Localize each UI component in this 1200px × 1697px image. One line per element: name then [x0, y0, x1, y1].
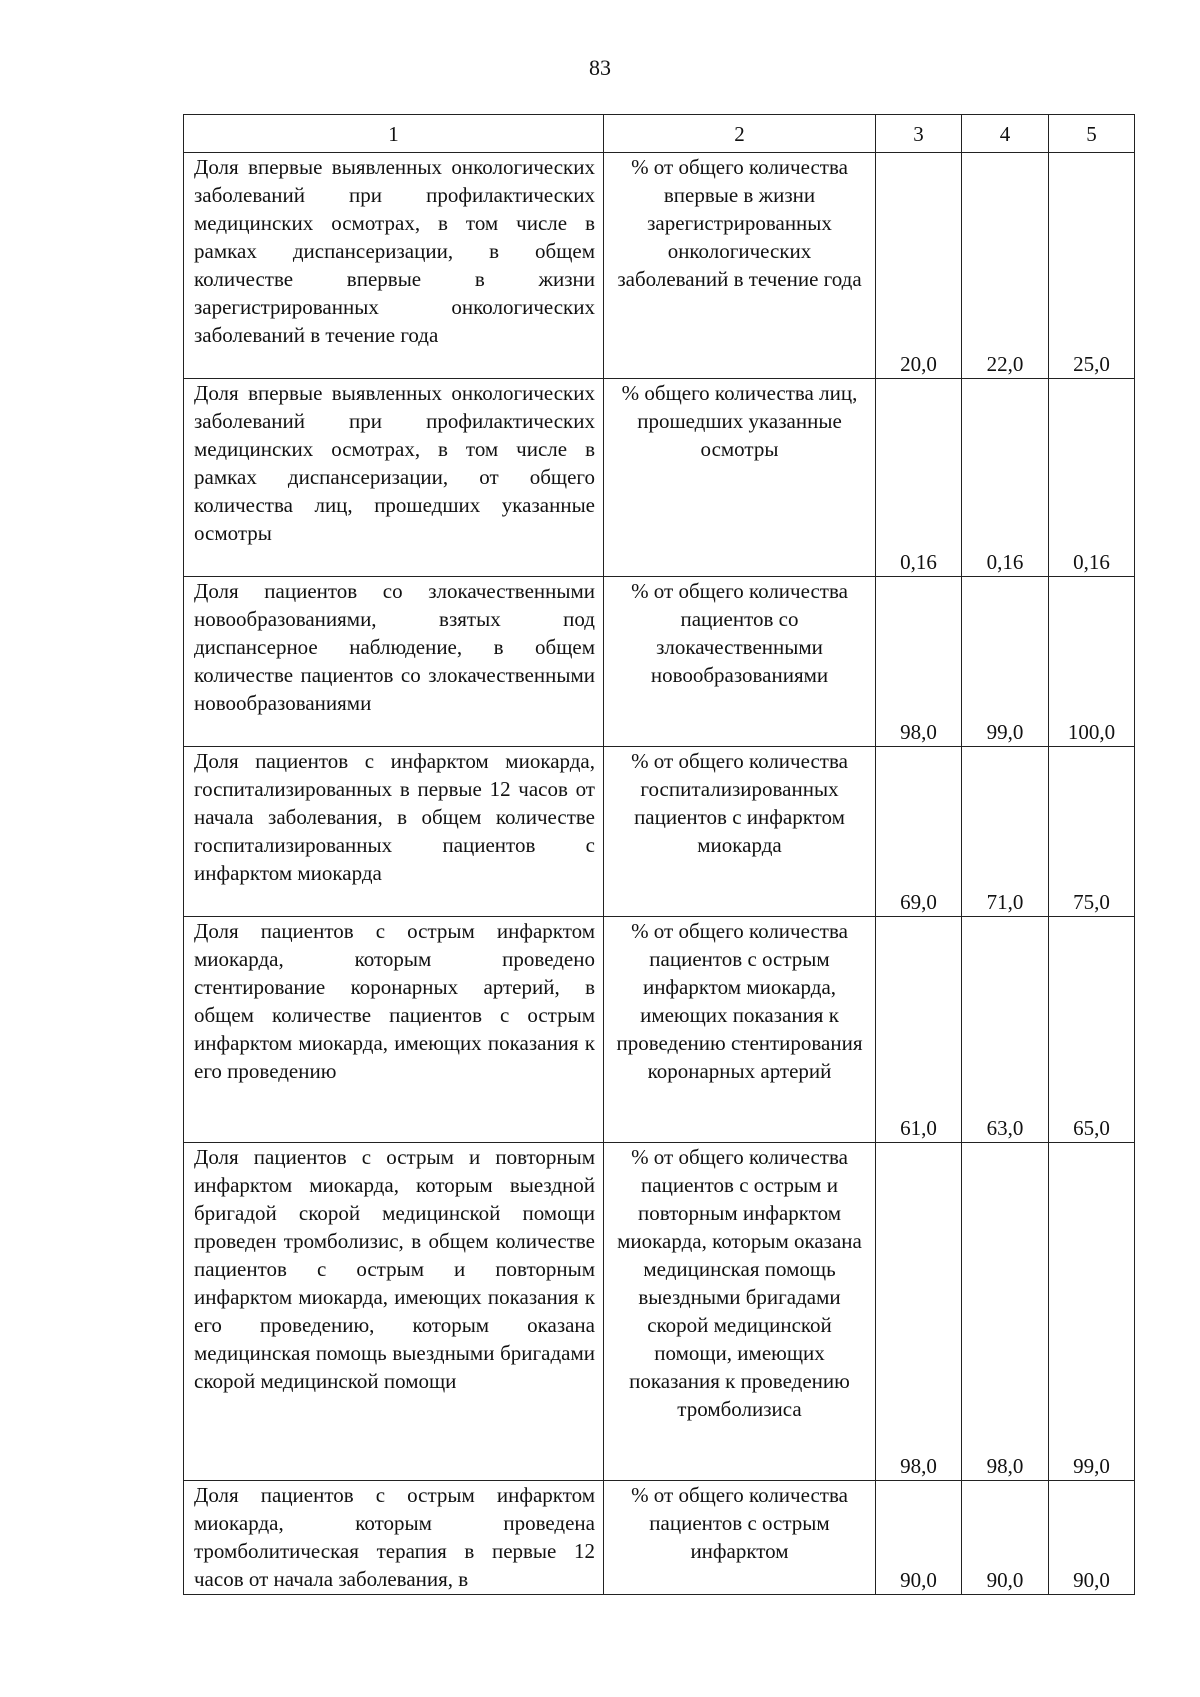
indicator-description: Доля впервые выявленных онкологических заболеваний при профилактических медицинских осмотрах, в том числе в рамках диспансеризации, в общем количестве впервые в жизни зарегистрированных онкологических заболеваний в течение года: [184, 153, 604, 379]
value-cell: 63,0: [962, 917, 1049, 1143]
value-cell: 69,0: [876, 747, 962, 917]
value-cell: 98,0: [876, 1143, 962, 1481]
value-cell: 0,16: [962, 379, 1049, 577]
value-cell: 0,16: [1049, 379, 1135, 577]
value-cell: 0,16: [876, 379, 962, 577]
value-cell: 65,0: [1049, 917, 1135, 1143]
indicator-description: Доля пациентов с острым и повторным инфарктом миокарда, которым выездной бригадой скорой медицинской помощи проведен тромболизис, в общем количестве пациентов с острым и повторным инфарктом миокарда, имеющих показания к его проведению, которым оказана медицинская помощь выездными бригадами скорой медицинской помощи: [184, 1143, 604, 1481]
value-cell: 90,0: [1049, 1481, 1135, 1595]
value-cell: 90,0: [962, 1481, 1049, 1595]
value-cell: 100,0: [1049, 577, 1135, 747]
value-cell: 90,0: [876, 1481, 962, 1595]
indicators-table: [183, 114, 1135, 1595]
header-cell-2: 2: [604, 115, 876, 153]
indicator-unit: % от общего количества пациентов с острым и повторным инфарктом миокарда, которым оказана медицинская помощь выездными бригадами скорой медицинской помощи, имеющих показания к проведению тромболизиса: [604, 1143, 876, 1481]
indicator-unit: % общего количества лиц, прошедших указанные осмотры: [604, 379, 876, 577]
value-cell: 25,0: [1049, 153, 1135, 379]
indicator-unit: % от общего количества пациентов со злокачественными новообразованиями: [604, 577, 876, 747]
indicator-unit: % от общего количества госпитализированных пациентов с инфарктом миокарда: [604, 747, 876, 917]
indicator-unit: % от общего количества впервые в жизни зарегистрированных онкологических заболеваний в течение года: [604, 153, 876, 379]
table-row: [184, 577, 1135, 747]
table-row: [184, 379, 1135, 577]
value-cell: 71,0: [962, 747, 1049, 917]
value-cell: 98,0: [876, 577, 962, 747]
indicator-description: Доля пациентов с инфарктом миокарда, госпитализированных в первые 12 часов от начала заболевания, в общем количестве госпитализированных пациентов с инфарктом миокарда: [184, 747, 604, 917]
indicator-unit: % от общего количества пациентов с острым инфарктом миокарда, имеющих показания к проведению стентирования коронарных артерий: [604, 917, 876, 1143]
indicator-description: Доля пациентов с острым инфарктом миокарда, которым проведено стентирование коронарных артерий, в общем количестве пациентов с острым инфарктом миокарда, имеющих показания к его проведению: [184, 917, 604, 1143]
header-cell-3: 3: [876, 115, 962, 153]
table-row: [184, 1481, 1135, 1595]
value-cell: 61,0: [876, 917, 962, 1143]
value-cell: 98,0: [962, 1143, 1049, 1481]
header-cell-1: 1: [184, 115, 604, 153]
indicator-unit: % от общего количества пациентов с острым инфарктом: [604, 1481, 876, 1595]
table-row: [184, 747, 1135, 917]
header-cell-4: 4: [962, 115, 1049, 153]
value-cell: 75,0: [1049, 747, 1135, 917]
header-row: [184, 115, 1135, 153]
indicator-description: Доля пациентов со злокачественными новообразованиями, взятых под диспансерное наблюдение, в общем количестве пациентов со злокачественными новообразованиями: [184, 577, 604, 747]
page-number: 83: [589, 55, 611, 80]
value-cell: 20,0: [876, 153, 962, 379]
value-cell: 99,0: [1049, 1143, 1135, 1481]
indicator-description: Доля пациентов с острым инфарктом миокарда, которым проведена тромболитическая терапия в первые 12 часов от начала заболевания, в: [184, 1481, 604, 1595]
indicator-description: Доля впервые выявленных онкологических заболеваний при профилактических медицинских осмотрах, в том числе в рамках диспансеризации, от общего количества лиц, прошедших указанные осмотры: [184, 379, 604, 577]
table-row: [184, 153, 1135, 379]
value-cell: 99,0: [962, 577, 1049, 747]
header-cell-5: 5: [1049, 115, 1135, 153]
table-row: [184, 1143, 1135, 1481]
table-row: [184, 917, 1135, 1143]
value-cell: 22,0: [962, 153, 1049, 379]
